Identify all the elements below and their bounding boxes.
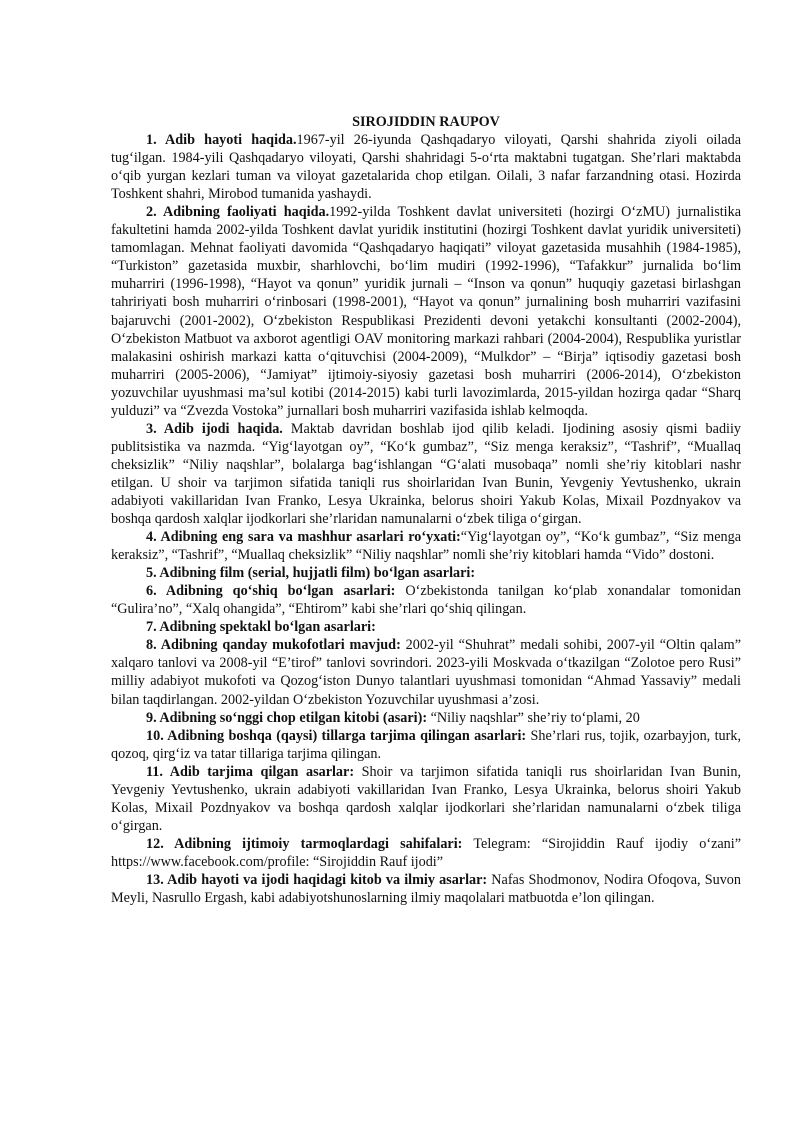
- section-1: [111, 131, 741, 203]
- section-1-text: 1967-yil 26-iyunda Qashqadaryo viloyati, Qarshi shahrida ziyoli oilada tug‘ilgan. 1984-yili Qashqadaryo viloyati, Qarshi shahridagi 5-o‘rta maktabni tugatgan. She’rlari maktabda o‘qib yurgan kezlari tuman va viloyat gazetalarida chop etilgan. Oilali, 3 nafar farzandning otasi. Hozirda Toshkent shahri, Mirobod tumanida yashaydi.: [111, 132, 741, 203]
- section-2-text: 1992-yilda Toshkent davlat universiteti (hozirgi O‘zMU) jurnalistika fakultetini hamda 2002-yilda Toshkent davlat yuridik institutini (hozirgi Toshkent davlat yuridik universiteti) tamomlagan. Mehnat faoliyati davomida “Qashqadaryo haqiqati” viloyat gazetasida musahhih (1984-1985), “Turkiston” gazetasida muxbir, sharhlovchi, bo‘lim mudiri (1992-1996), “Tafakkur” jurnalida bo‘lim muharriri (1996-1998), “Hayot va qonun” yuridik jurnali – “Inson va qonun” huquqiy gazetasi birlashgan tahririyati bosh muharriri o‘rinbosari (1998-2001), “Hayot va qonun” jurnalining bosh muharriri vazifasini bajaruvchi (2001-2002), O‘zbekiston Respublikasi Prezidenti devoni yetakchi konsultanti (2002-2004), O‘zbekiston Matbuot va axborot agentligi OAV monitoring markazi rahbari (2004-2004), Respublika yuristlar malakasini oshirish markazi katta o‘qituvchisi (2004-2009), “Mulkdor” – “Birja” iqtisodiy gazetasi bosh muharriri (2005-2006), “Jamiyat” ijtimoiy-siyosiy gazetasi bosh muharriri (2006-2014), O‘zbekiston yozuvchilar uyushmasi ma’sul kotibi (2014-2015) kabi turli lavozimlarda, 2015-yildan hozirga qadar “Sharq yulduzi” va “Zvezda Vostoka” jurnallari bosh muharriri vazifasida ishlab kelmoqda.: [111, 204, 741, 419]
- document-title: SIROJIDDIN RAUPOV: [352, 114, 500, 130]
- section-2: [111, 203, 741, 420]
- section-12: [111, 835, 741, 871]
- section-8-text: 2002-yil “Shuhrat” medali sohibi, 2007-yil “Oltin qalam” xalqaro tanlovi va 2008-yil “E’tirof” tanlovi sovrindori. 2023-yili Moskvada o‘tkazilgan “Zolotoe pero Rusi” milliy adabiyot mukofoti va Qozog‘iston Dunyo talantlari uyushmasi tomonidan “Ahmad Yassaviy” medali bilan taqdirlangan. 2002-yildan O‘zbekiston Yozuvchilar uyushmasi a’zosi.: [111, 637, 741, 708]
- section-3-text: Maktab davridan boshlab ijod qilib keladi. Ijodining asosiy qismi badiiy publitsistika va nazmda. “Yig‘layotgan oy”, “Ko‘k gumbaz”, “Siz menga keraksiz”, “Tashrif”, “Muallaq cheksizlik” “Niliy naqshlar”, bolalarga bag‘ishlangan “G‘alati musobaqa” nomli she’riy kitoblari nashr etilgan. U shoir va tarjimon sifatida taniqli rus shoirlaridan Ivan Bunin, Yevgeniy Yevtushenko, ukrain adabiyoti vakillaridan Ivan Franko, Lesya Ukrainka, belorus shoiri Yakub Kolas, Mixail Pozdnyakov va boshqa qardosh xalqlar ijodkorlari she’rlaridan namunalarni o‘zbek tiliga o‘girgan.: [111, 420, 742, 528]
- section-4: [111, 528, 741, 564]
- section-6-text: O‘zbekistonda tanilgan ko‘plab xonandalar tomonidan “Gulira’no”, “Xalq ohangida”, “Ehtirom” kabi she’rlari qo‘shiq qilingan.: [111, 583, 741, 618]
- section-8: [111, 636, 741, 708]
- section-9-heading: 9. Adibning so‘nggi chop etilgan kitobi (asari):: [146, 709, 428, 726]
- section-5-heading: 5. Adibning film (serial, hujjatli film) bo‘lgan asarlari:: [146, 565, 476, 582]
- section-10-heading: 10. Adibning boshqa (qaysi) tillarga tarjima qilingan asarlari:: [146, 727, 527, 744]
- section-9-text: “Niliy naqshlar” she’riy to‘plami, 20: [427, 709, 640, 726]
- section-13-heading: 13. Adib hayoti va ijodi haqidagi kitob va ilmiy asarlar:: [146, 871, 488, 888]
- section-2-heading: 2. Adibning faoliyati haqida.: [146, 204, 330, 221]
- section-10-text: She’rlari rus, tojik, ozarbayjon, turk, qozoq, qirg‘iz va tatar tillariga tarjima qilingan.: [111, 727, 741, 762]
- section-7: [111, 618, 741, 636]
- section-7-heading: 7. Adibning spektakl bo‘lgan asarlari:: [146, 619, 376, 636]
- section-6-heading: 6. Adibning qo‘shiq bo‘lgan asarlari:: [146, 583, 396, 600]
- section-4-heading: 4. Adibning eng sara va mashhur asarlari ro‘yxati:: [146, 529, 461, 546]
- section-3-heading: 3. Adib ijodi haqida.: [146, 420, 283, 437]
- section-12-heading: 12. Adibning ijtimoiy tarmoqlardagi sahifalari:: [146, 835, 463, 852]
- section-13: [111, 871, 741, 907]
- section-11: [111, 763, 741, 835]
- section-1-heading: 1. Adib hayoti haqida.: [146, 132, 297, 149]
- document-page: [111, 113, 741, 907]
- section-9: [111, 709, 741, 727]
- section-3: [111, 420, 741, 528]
- section-11-heading: 11. Adib tarjima qilgan asarlar:: [146, 763, 355, 780]
- section-13-text: Nafas Shodmonov, Nodira Ofoqova, Suvon Meyli, Nasrullo Ergash, kabi adabiyotshunoslarning ilmiy maqolalari matbuotda e’lon qilingan.: [111, 871, 741, 907]
- section-11-text: Shoir va tarjimon sifatida taniqli rus shoirlaridan Ivan Bunin, Yevgeniy Yevtushenko, ukrain adabiyoti vakillaridan Ivan Franko, Lesya Ukrainka, belorus shoiri Yakub Kolas, Mixail Pozdnyakov va boshqa qardosh xalqlar ijodkorlari she’rlaridan namunalarni o‘zbek tiliga o‘girgan.: [111, 763, 742, 834]
- section-5: [111, 564, 741, 582]
- section-4-text: “Yig‘layotgan oy”, “Ko‘k gumbaz”, “Siz menga keraksiz”, “Tashrif”, “Muallaq cheksizlik” “Niliy naqshlar” nomli she’riy kitoblari hamda “Vido” dostoni.: [111, 529, 741, 564]
- section-12-text: Telegram: “Sirojiddin Rauf ijodiy o‘zani” https://www.facebook.com/profile: “Sirojiddin Rauf ijodi”: [111, 835, 741, 870]
- section-10: [111, 727, 741, 763]
- section-6: [111, 582, 741, 618]
- section-8-heading: 8. Adibning qanday mukofotlari mavjud:: [146, 637, 401, 654]
